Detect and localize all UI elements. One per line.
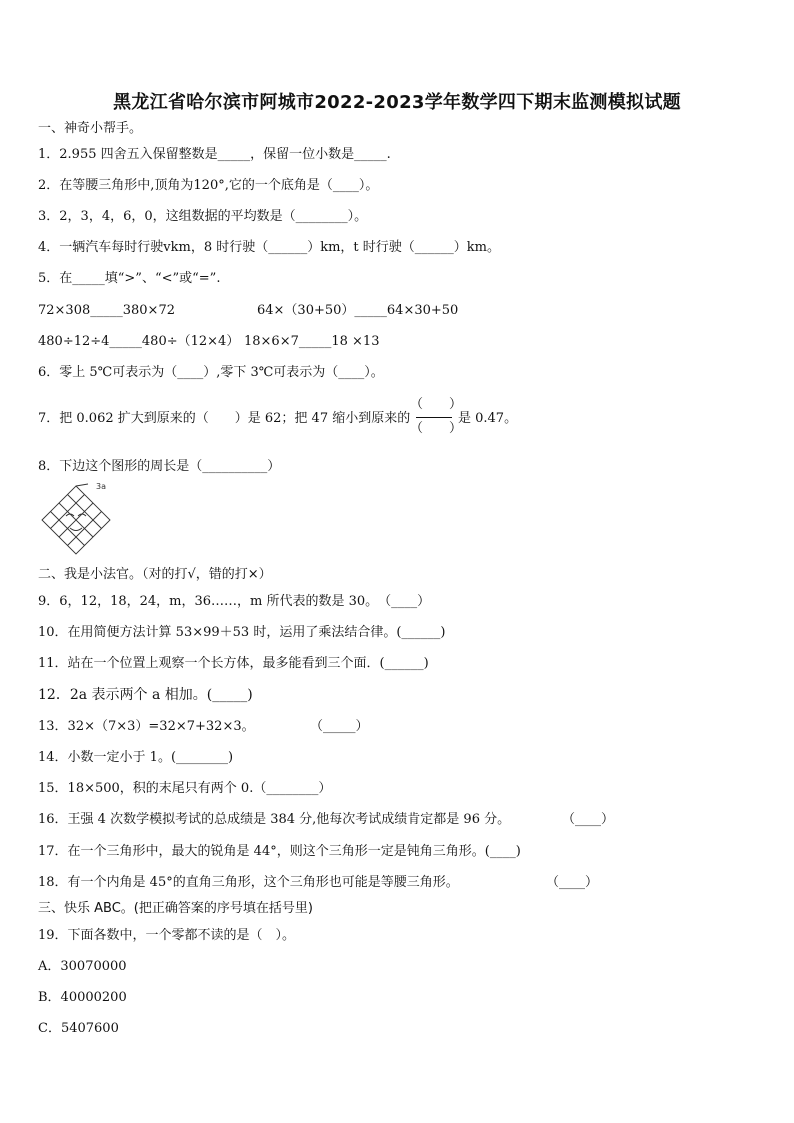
question-5: 5．在_____填“>”、“<”或“=”. (38, 271, 221, 286)
question-13-blank: （_____） (310, 719, 369, 734)
question-7: 7．把 0.062 扩大到原来的（ ）是 62；把 47 缩小到原来的 (38, 411, 411, 426)
question-3: 3．2，3，4，6，0，这组数据的平均数是（________）。 (38, 209, 368, 224)
question-12: 12．2a 表示两个 a 相加。(_____) (38, 687, 253, 703)
question-19-option-b: B．40000200 (38, 990, 127, 1005)
section-heading-1: 一、神奇小帮手。 (38, 121, 143, 136)
question-13: 13．32×（7×3）=32×7+32×3。 (38, 719, 255, 734)
question-6: 6．零上 5℃可表示为（____）,零下 3℃可表示为（____）。 (38, 365, 384, 380)
section-heading-2: 二、我是小法官。（对的打√，错的打×） (38, 567, 272, 582)
fraction-numerator: （ ） (410, 397, 463, 412)
question-18-blank: （____） (546, 875, 599, 890)
question-5-row2-left: 480÷12÷4_____480÷（12×4） (38, 334, 240, 349)
question-19-option-a: A．30070000 (38, 959, 127, 974)
fraction-denominator: （ ） (410, 421, 463, 436)
question-1: 1．2.955 四舍五入保留整数是_____，保留一位小数是_____. (38, 147, 391, 162)
question-5-row2-right: 18×6×7_____18 ×13 (244, 334, 380, 349)
question-18: 18．有一个内角是 45°的直角三角形，这个三角形也可能是等腰三角形。 (38, 875, 459, 890)
question-7-fraction (410, 396, 463, 440)
section-heading-3: 三、快乐 ABC。(把正确答案的序号填在括号里) (38, 901, 313, 916)
question-4: 4．一辆汽车每时行驶vkm，8 时行驶（______）km，t 时行驶（______）km。 (38, 240, 500, 255)
question-16-blank: （____） (562, 812, 615, 827)
figure-dimension-line (76, 484, 88, 486)
figure-label: 3a (96, 482, 106, 491)
question-7-tail: 是 0.47。 (458, 411, 518, 426)
question-15: 15．18×500，积的末尾只有两个 0.（________） (38, 781, 332, 796)
page-title: 黑龙江省哈尔滨市阿城市2022-2023学年数学四下期末监测模拟试题 (113, 92, 681, 113)
question-19: 19．下面各数中，一个零都不读的是（ ）。 (38, 928, 296, 943)
question-11: 11．站在一个位置上观察一个长方体，最多能看到三个面．(______) (38, 656, 429, 671)
face-sketch-icon (66, 514, 86, 531)
question-14: 14．小数一定小于 1。(________) (38, 750, 234, 765)
question-16: 16．王强 4 次数学模拟考试的总成绩是 384 分,他每次考试成绩肯定都是 96 分。 (38, 812, 511, 827)
question-10: 10．在用简便方法计算 53×99＋53 时，运用了乘法结合律。(______) (38, 625, 446, 640)
question-17: 17．在一个三角形中，最大的锐角是 44°，则这个三角形一定是钝角三角形。(____) (38, 844, 521, 859)
question-2: 2．在等腰三角形中,顶角为120°,它的一个底角是（____）。 (38, 178, 379, 193)
question-8: 8．下边这个图形的周长是（__________） (38, 459, 281, 474)
question-5-row1-left: 72×308_____380×72 (38, 303, 175, 318)
question-5-row1-right: 64×（30+50）_____64×30+50 (257, 303, 459, 318)
question-9: 9．6，12，18，24，m，36……，m 所代表的数是 30。 （____） (38, 594, 431, 609)
question-8-figure (36, 480, 116, 560)
fraction-bar (416, 417, 452, 418)
question-19-option-c: C．5407600 (38, 1021, 119, 1036)
